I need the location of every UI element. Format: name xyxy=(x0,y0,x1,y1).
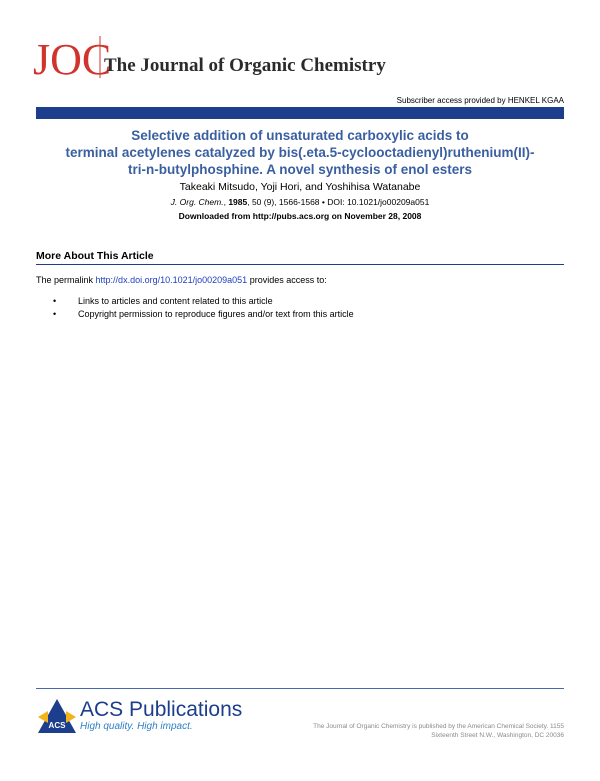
article-header xyxy=(36,127,564,221)
permalink-link[interactable]: http://dx.doi.org/10.1021/jo00209a051 xyxy=(95,275,248,285)
section-heading: More About This Article xyxy=(36,250,154,262)
section-divider xyxy=(36,264,564,265)
title-line: tri-n-butylphosphine. A novel synthesis of enol esters xyxy=(127,162,473,177)
title-line: terminal acetylenes catalyzed by bis(.eta.5-cyclooctadienyl)ruthenium(II)- xyxy=(65,145,535,160)
acs-accent-right xyxy=(66,711,76,723)
journal-name: The Journal of Organic Chemistry xyxy=(104,55,386,76)
article-title xyxy=(36,127,564,178)
bullet-icon: • xyxy=(53,309,57,319)
footer-divider xyxy=(36,688,564,689)
list-item-text: Copyright permission to reproduce figures and/or text from this article xyxy=(78,309,354,319)
acs-publications-name: ACS Publications xyxy=(80,698,243,721)
acs-tagline: High quality. High impact. xyxy=(80,721,193,732)
joc-logo-text: JOC xyxy=(33,35,112,84)
citation-journal: J. Org. Chem. xyxy=(170,197,224,207)
citation-year: 1985 xyxy=(228,197,248,207)
citation-rest: , 50 (9), 1566-1568 • DOI: 10.1021/jo00209a051 xyxy=(247,197,430,207)
permalink-prefix: The permalink xyxy=(36,275,94,285)
acs-logo-icon xyxy=(36,697,78,737)
joc-logo xyxy=(33,34,112,84)
header-bar xyxy=(36,107,564,119)
download-note: Downloaded from http://pubs.acs.org on November 28, 2008 xyxy=(178,211,422,221)
publisher-line: Sixteenth Street N.W., Washington, DC 20036 xyxy=(431,732,564,739)
list-item xyxy=(50,295,354,308)
publisher-note xyxy=(313,722,564,740)
subscriber-access: Subscriber access provided by HENKEL KGAA xyxy=(396,96,564,105)
permalink-suffix: provides access to: xyxy=(249,275,327,285)
publisher-line: The Journal of Organic Chemistry is published by the American Chemical Society. 1155 xyxy=(313,723,564,730)
bullet-icon: • xyxy=(53,296,57,306)
list-item-text: Links to articles and content related to this article xyxy=(78,296,273,306)
permalink-line xyxy=(36,275,327,285)
acs-logo-text: ACS xyxy=(48,721,66,730)
title-line: Selective addition of unsaturated carboxylic acids to xyxy=(131,128,469,143)
access-list xyxy=(50,295,354,321)
citation: J. Org. Chem., 1985, 50 (9), 1566-1568 • DOI: 10.1021/jo00209a051 xyxy=(170,197,430,207)
list-item xyxy=(50,308,354,321)
acs-accent-left xyxy=(38,711,48,723)
authors: Takeaki Mitsudo, Yoji Hori, and Yoshihisa Watanabe xyxy=(179,181,421,193)
